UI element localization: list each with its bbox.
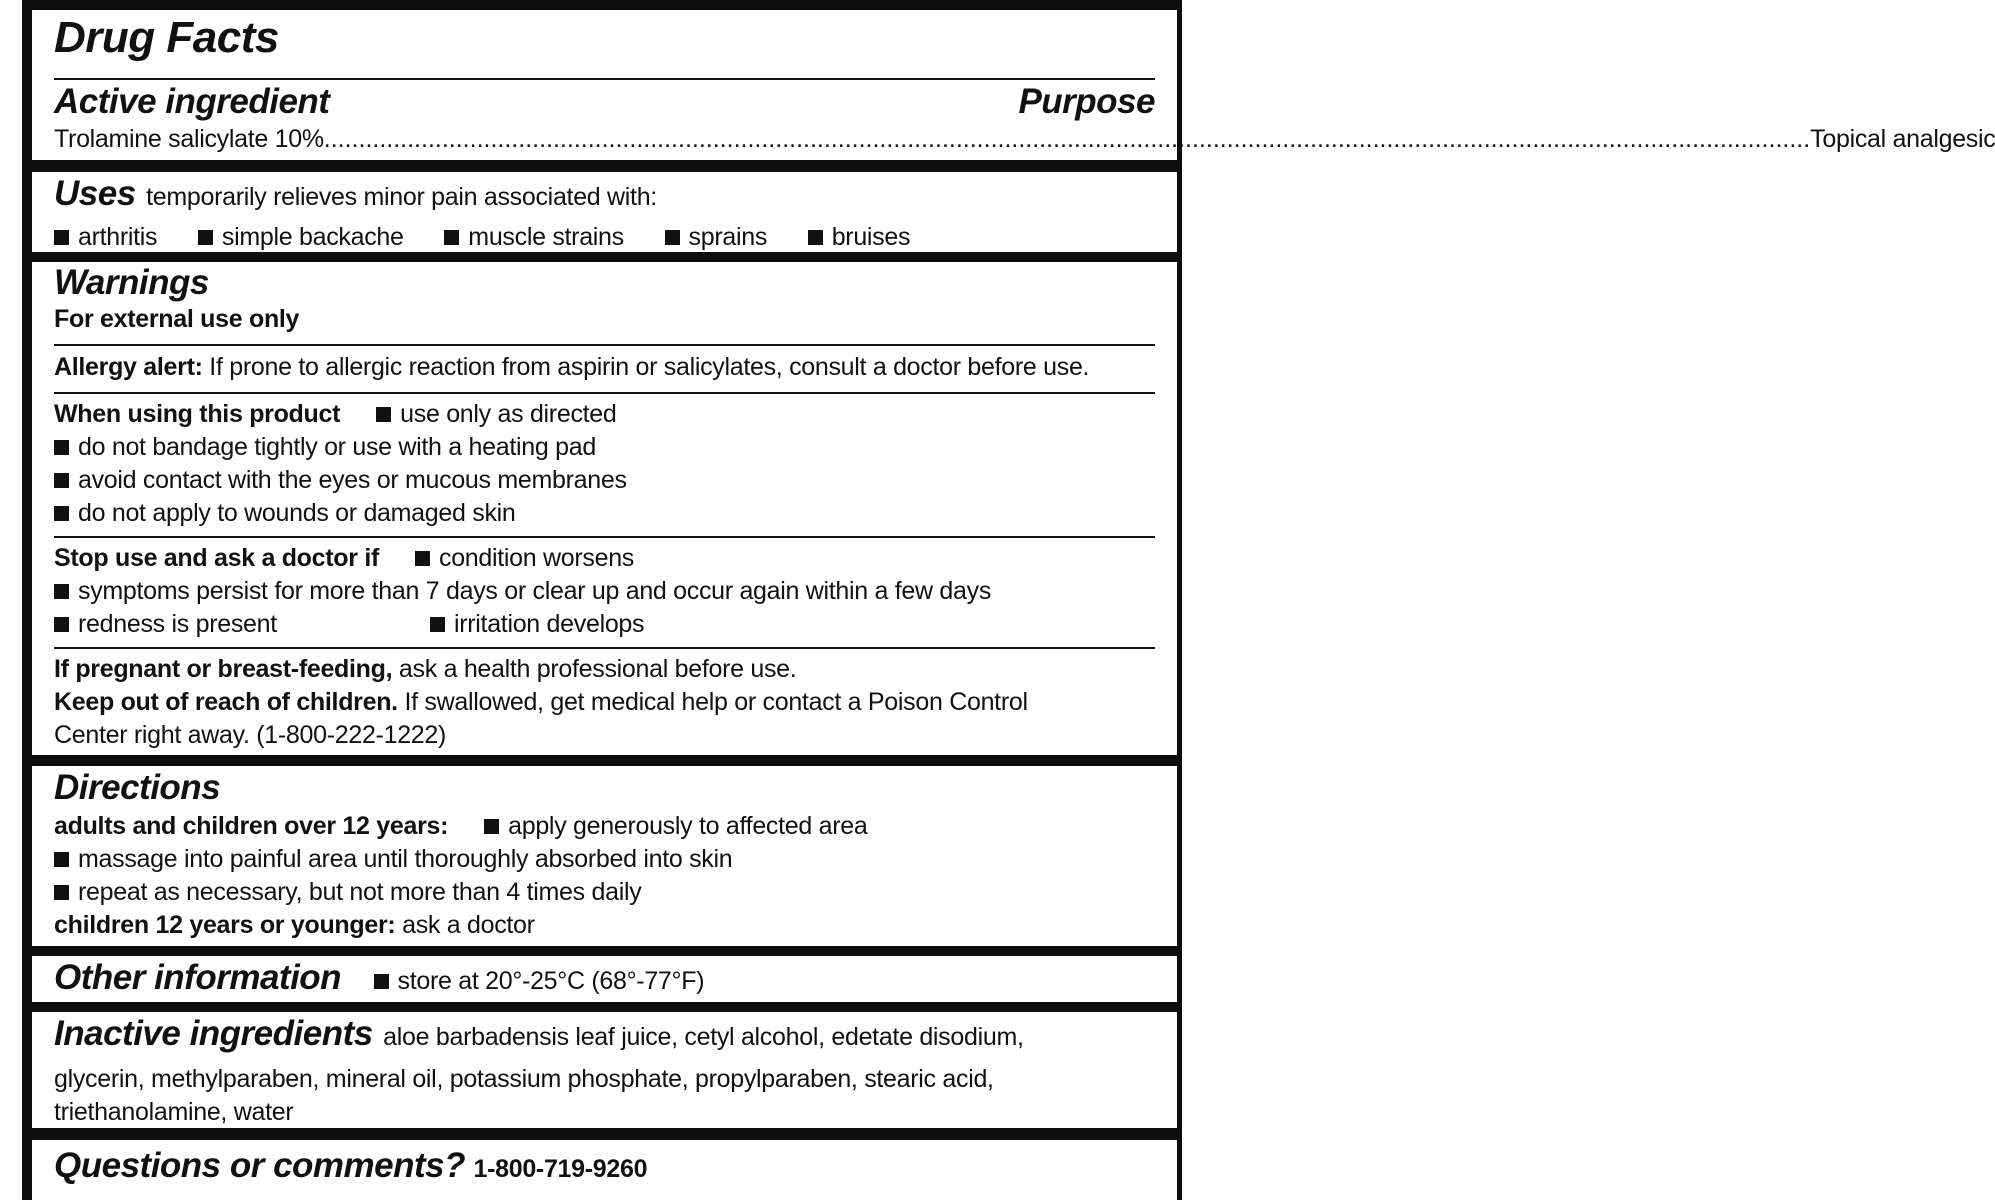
adults-label: adults and children over 12 years: bbox=[54, 812, 449, 840]
keep-out-warning: Keep out of reach of children. If swallowed, get medical help or contact a Poison Control bbox=[54, 688, 1028, 716]
inactive-ingredients-line1: aloe barbadensis leaf juice, cetyl alcohol, edetate disodium, bbox=[383, 1023, 1024, 1051]
warnings-panel bbox=[32, 262, 1177, 755]
pregnant-keep-section bbox=[54, 649, 1155, 752]
inactive-ingredients-heading: Inactive ingredients bbox=[54, 1014, 373, 1053]
other-information-text: store at 20°-25°C (68°-77°F) bbox=[374, 967, 705, 995]
uses-heading: Uses bbox=[54, 174, 136, 213]
bullet-square-icon bbox=[376, 407, 391, 422]
warnings-heading: Warnings bbox=[54, 263, 209, 302]
list-item: sprains bbox=[665, 223, 768, 251]
list-item: muscle strains bbox=[444, 223, 624, 251]
bullet-square-icon bbox=[54, 473, 69, 488]
allergy-alert: Allergy alert: If prone to allergic reaction from aspirin or salicylates, consult a doctor before use. bbox=[54, 353, 1090, 381]
bullet-square-icon bbox=[374, 974, 389, 989]
directions-panel: Directions adults and children over 12 years: apply generously to affected area massage into painful area until thoroughly absorbed into skin repeat as necessary, but not more than 4 times daily children 12 years or younger: ask a doctor bbox=[32, 766, 1177, 946]
active-ingredient-heading: Active ingredient bbox=[54, 82, 330, 121]
questions-panel bbox=[32, 1140, 1177, 1200]
other-information-heading: Other information bbox=[54, 958, 342, 997]
list-item: do not bandage tightly or use with a heating pad bbox=[54, 431, 1155, 464]
bullet-square-icon bbox=[54, 584, 69, 599]
external-use-text: For external use only bbox=[54, 305, 300, 333]
other-information-panel bbox=[32, 956, 1177, 1002]
list-item: simple backache bbox=[198, 223, 404, 251]
list-item: avoid contact with the eyes or mucous membranes bbox=[54, 464, 1155, 497]
bullet-square-icon bbox=[54, 440, 69, 455]
bullet-square-icon bbox=[54, 506, 69, 521]
bullet-square-icon bbox=[198, 230, 213, 245]
bullet-square-icon bbox=[430, 617, 445, 632]
children-directions: children 12 years or younger: ask a doctor bbox=[54, 911, 535, 939]
directions-heading: Directions bbox=[54, 768, 221, 807]
list-item: symptoms persist for more than 7 days or clear up and occur again within a few days bbox=[54, 575, 1155, 608]
active-ingredient-row bbox=[54, 124, 1995, 154]
active-ingredient-purpose: Topical analgesic bbox=[1810, 125, 1995, 153]
bullet-square-icon bbox=[484, 819, 499, 834]
bullet-square-icon bbox=[54, 230, 69, 245]
bullet-square-icon bbox=[54, 852, 69, 867]
list-item: redness is present irritation develops bbox=[54, 608, 1155, 641]
leader-dots: ...................................................................................................................................................................................................................... bbox=[323, 125, 1811, 153]
drug-facts-title: Drug Facts bbox=[54, 13, 279, 62]
bullet-square-icon bbox=[665, 230, 680, 245]
uses-panel bbox=[32, 172, 1177, 252]
list-item: do not apply to wounds or damaged skin bbox=[54, 497, 1155, 530]
bullet-square-icon bbox=[54, 617, 69, 632]
bullet-square-icon bbox=[54, 885, 69, 900]
when-using-label: When using this product bbox=[54, 400, 341, 428]
uses-list bbox=[54, 223, 1155, 251]
pregnant-warning: If pregnant or breast-feeding, ask a health professional before use. bbox=[54, 655, 797, 683]
active-ingredient-panel bbox=[32, 10, 1995, 160]
active-ingredient-name: Trolamine salicylate 10% bbox=[54, 125, 324, 153]
stop-use-section: Stop use and ask a doctor if condition worsens symptoms persist for more than 7 days or clear up and occur again within a few days redness is present irritation develops bbox=[54, 538, 1155, 647]
bullet-square-icon bbox=[808, 230, 823, 245]
inactive-ingredients-line3: triethanolamine, water bbox=[54, 1098, 294, 1126]
list-item: arthritis bbox=[54, 223, 157, 251]
list-item: repeat as necessary, but not more than 4 times daily bbox=[54, 876, 1155, 909]
questions-heading: Questions or comments? bbox=[54, 1146, 466, 1185]
keep-out-warning-cont: Center right away. (1-800-222-1222) bbox=[54, 721, 447, 749]
stop-use-label: Stop use and ask a doctor if bbox=[54, 544, 379, 572]
inactive-ingredients-line2: glycerin, methylparaben, mineral oil, potassium phosphate, propylparaben, stearic acid, bbox=[54, 1065, 994, 1093]
inactive-ingredients-panel bbox=[32, 1012, 1177, 1128]
bullet-square-icon bbox=[444, 230, 459, 245]
uses-intro: temporarily relieves minor pain associated with: bbox=[146, 183, 657, 211]
when-using-section: When using this product use only as directed do not bandage tightly or use with a heating pad avoid contact with the eyes or mucous membranes do not apply to wounds or damaged skin bbox=[54, 394, 1155, 536]
list-item: bruises bbox=[808, 223, 911, 251]
questions-phone: 1-800-719-9260 bbox=[473, 1155, 648, 1183]
bullet-square-icon bbox=[415, 551, 430, 566]
list-item: massage into painful area until thoroughly absorbed into skin bbox=[54, 843, 1155, 876]
purpose-heading: Purpose bbox=[1018, 82, 1155, 121]
